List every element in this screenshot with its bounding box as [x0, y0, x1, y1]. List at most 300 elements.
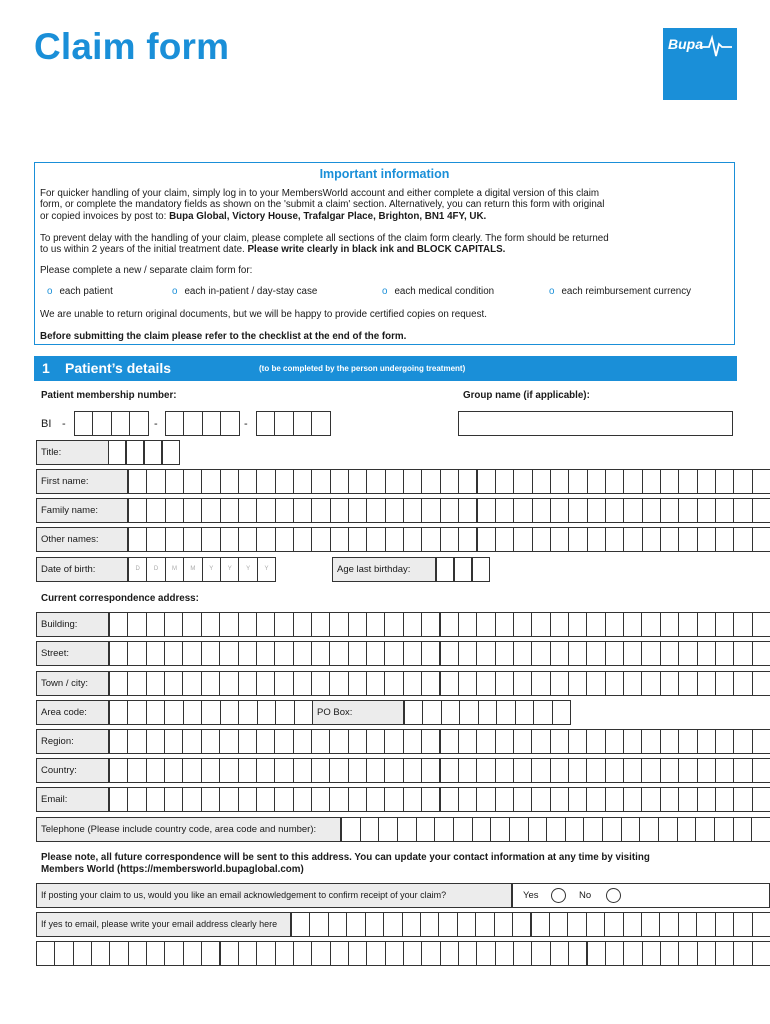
character-box[interactable]: [274, 641, 293, 666]
character-box[interactable]: [623, 469, 642, 494]
character-box[interactable]: [201, 612, 220, 637]
character-box[interactable]: [403, 469, 422, 494]
age-box[interactable]: [454, 557, 472, 582]
character-box[interactable]: [623, 527, 642, 552]
character-box[interactable]: [513, 729, 532, 754]
character-box[interactable]: [164, 729, 183, 754]
character-box[interactable]: [531, 641, 550, 666]
character-box[interactable]: [495, 527, 514, 552]
character-box[interactable]: [715, 469, 734, 494]
dob-digit-box[interactable]: M: [183, 557, 202, 582]
character-box[interactable]: [513, 758, 532, 783]
character-box[interactable]: [201, 498, 220, 523]
character-box[interactable]: [495, 941, 514, 966]
character-box[interactable]: [715, 527, 734, 552]
character-box[interactable]: [146, 527, 165, 552]
character-box[interactable]: [238, 729, 257, 754]
character-box[interactable]: [220, 469, 239, 494]
character-box[interactable]: [495, 729, 514, 754]
character-box[interactable]: [678, 941, 697, 966]
character-box[interactable]: [384, 641, 403, 666]
yes-radio[interactable]: [551, 888, 566, 903]
character-box[interactable]: [238, 700, 257, 725]
character-box[interactable]: [477, 498, 496, 523]
character-box[interactable]: [309, 912, 328, 937]
character-box[interactable]: [384, 758, 403, 783]
character-box[interactable]: [366, 498, 385, 523]
title-box[interactable]: [126, 440, 144, 465]
character-box[interactable]: [568, 671, 587, 696]
character-box[interactable]: [715, 671, 734, 696]
character-box[interactable]: [360, 817, 380, 842]
character-box[interactable]: [328, 912, 347, 937]
character-box[interactable]: [127, 787, 146, 812]
character-box[interactable]: [476, 729, 495, 754]
character-box[interactable]: [586, 641, 605, 666]
character-box[interactable]: [678, 729, 697, 754]
title-box[interactable]: [144, 440, 162, 465]
character-box[interactable]: [532, 527, 551, 552]
character-box[interactable]: [109, 758, 128, 783]
character-box[interactable]: [457, 912, 476, 937]
character-box[interactable]: [421, 527, 440, 552]
character-box[interactable]: [440, 612, 459, 637]
character-box[interactable]: [513, 469, 532, 494]
character-box[interactable]: [641, 729, 660, 754]
character-box[interactable]: [275, 700, 294, 725]
character-box[interactable]: [678, 612, 697, 637]
character-box[interactable]: [164, 700, 183, 725]
character-box[interactable]: [604, 912, 623, 937]
character-box[interactable]: [678, 527, 697, 552]
character-box[interactable]: [403, 787, 422, 812]
character-box[interactable]: [697, 498, 716, 523]
character-box[interactable]: [641, 671, 660, 696]
character-box[interactable]: [660, 671, 679, 696]
character-box[interactable]: [678, 758, 697, 783]
character-box[interactable]: [660, 729, 679, 754]
character-box[interactable]: [256, 758, 275, 783]
character-box[interactable]: [365, 912, 384, 937]
character-box[interactable]: [587, 469, 606, 494]
character-box[interactable]: [550, 787, 569, 812]
character-box[interactable]: [715, 912, 734, 937]
character-box[interactable]: [733, 758, 752, 783]
character-box[interactable]: [475, 912, 494, 937]
character-box[interactable]: [715, 641, 734, 666]
character-box[interactable]: [440, 641, 459, 666]
character-box[interactable]: [348, 787, 367, 812]
character-box[interactable]: [605, 729, 624, 754]
character-box[interactable]: [660, 612, 679, 637]
character-box[interactable]: [440, 527, 459, 552]
character-box[interactable]: [293, 469, 312, 494]
character-box[interactable]: [752, 941, 770, 966]
character-box[interactable]: [291, 912, 310, 937]
character-box[interactable]: [165, 469, 184, 494]
character-box[interactable]: [128, 469, 147, 494]
character-box[interactable]: [697, 527, 716, 552]
character-box[interactable]: [293, 787, 312, 812]
character-box[interactable]: [641, 612, 660, 637]
character-box[interactable]: [531, 729, 550, 754]
character-box[interactable]: [329, 671, 348, 696]
character-box[interactable]: [341, 817, 361, 842]
character-box[interactable]: [605, 641, 624, 666]
character-box[interactable]: [641, 758, 660, 783]
character-box[interactable]: [311, 671, 330, 696]
character-box[interactable]: [421, 641, 440, 666]
character-box[interactable]: [293, 498, 312, 523]
character-box[interactable]: [348, 671, 367, 696]
character-box[interactable]: [715, 612, 734, 637]
character-box[interactable]: [127, 729, 146, 754]
character-box[interactable]: [274, 671, 293, 696]
character-box[interactable]: [440, 787, 459, 812]
character-box[interactable]: [403, 729, 422, 754]
dob-digit-box[interactable]: Y: [257, 557, 276, 582]
membership-digit-box[interactable]: [92, 411, 111, 436]
character-box[interactable]: [330, 498, 349, 523]
character-box[interactable]: [531, 787, 550, 812]
character-box[interactable]: [440, 729, 459, 754]
character-box[interactable]: [697, 729, 716, 754]
character-box[interactable]: [293, 671, 312, 696]
character-box[interactable]: [605, 469, 624, 494]
no-radio[interactable]: [606, 888, 621, 903]
character-box[interactable]: [476, 641, 495, 666]
character-box[interactable]: [274, 787, 293, 812]
character-box[interactable]: [293, 527, 312, 552]
character-box[interactable]: [256, 612, 275, 637]
character-box[interactable]: [733, 729, 752, 754]
membership-digit-box[interactable]: [274, 411, 293, 436]
character-box[interactable]: [383, 912, 402, 937]
character-box[interactable]: [220, 498, 239, 523]
character-box[interactable]: [715, 758, 734, 783]
character-box[interactable]: [550, 729, 569, 754]
character-box[interactable]: [146, 671, 165, 696]
character-box[interactable]: [440, 469, 459, 494]
character-box[interactable]: [346, 912, 365, 937]
character-box[interactable]: [219, 671, 238, 696]
character-box[interactable]: [403, 641, 422, 666]
character-box[interactable]: [146, 758, 165, 783]
character-box[interactable]: [605, 671, 624, 696]
character-box[interactable]: [146, 498, 165, 523]
character-box[interactable]: [36, 941, 55, 966]
character-box[interactable]: [329, 729, 348, 754]
character-box[interactable]: [397, 817, 417, 842]
dob-digit-box[interactable]: M: [165, 557, 184, 582]
character-box[interactable]: [146, 787, 165, 812]
character-box[interactable]: [495, 612, 514, 637]
character-box[interactable]: [453, 817, 473, 842]
character-box[interactable]: [201, 700, 220, 725]
character-box[interactable]: [641, 912, 660, 937]
character-box[interactable]: [476, 671, 495, 696]
character-box[interactable]: [513, 641, 532, 666]
character-box[interactable]: [733, 671, 752, 696]
character-box[interactable]: [715, 498, 734, 523]
character-box[interactable]: [275, 941, 294, 966]
membership-digit-box[interactable]: [111, 411, 130, 436]
character-box[interactable]: [660, 527, 679, 552]
character-box[interactable]: [421, 612, 440, 637]
character-box[interactable]: [329, 612, 348, 637]
character-box[interactable]: [220, 527, 239, 552]
dob-digit-box[interactable]: Y: [220, 557, 239, 582]
character-box[interactable]: [403, 941, 422, 966]
character-box[interactable]: [366, 469, 385, 494]
character-box[interactable]: [201, 641, 220, 666]
character-box[interactable]: [695, 817, 715, 842]
character-box[interactable]: [256, 671, 275, 696]
character-box[interactable]: [678, 787, 697, 812]
character-box[interactable]: [697, 758, 716, 783]
character-box[interactable]: [366, 612, 385, 637]
character-box[interactable]: [164, 941, 183, 966]
character-box[interactable]: [586, 729, 605, 754]
character-box[interactable]: [348, 758, 367, 783]
character-box[interactable]: [238, 758, 257, 783]
character-box[interactable]: [109, 941, 128, 966]
character-box[interactable]: [293, 758, 312, 783]
character-box[interactable]: [219, 787, 238, 812]
group-name-field[interactable]: [458, 411, 733, 436]
character-box[interactable]: [73, 941, 92, 966]
character-box[interactable]: [513, 527, 532, 552]
character-box[interactable]: [550, 641, 569, 666]
character-box[interactable]: [403, 758, 422, 783]
character-box[interactable]: [733, 912, 752, 937]
character-box[interactable]: [751, 817, 770, 842]
character-box[interactable]: [348, 469, 367, 494]
character-box[interactable]: [238, 671, 257, 696]
character-box[interactable]: [164, 787, 183, 812]
character-box[interactable]: [385, 469, 404, 494]
character-box[interactable]: [256, 641, 275, 666]
character-box[interactable]: [385, 527, 404, 552]
character-box[interactable]: [532, 498, 551, 523]
character-box[interactable]: [220, 941, 239, 966]
character-box[interactable]: [714, 817, 734, 842]
character-box[interactable]: [733, 527, 752, 552]
character-box[interactable]: [127, 671, 146, 696]
character-box[interactable]: [146, 941, 165, 966]
character-box[interactable]: [660, 941, 679, 966]
character-box[interactable]: [586, 912, 605, 937]
character-box[interactable]: [752, 498, 770, 523]
character-box[interactable]: [602, 817, 622, 842]
character-box[interactable]: [201, 758, 220, 783]
character-box[interactable]: [402, 912, 421, 937]
character-box[interactable]: [659, 912, 678, 937]
character-box[interactable]: [275, 527, 294, 552]
character-box[interactable]: [509, 817, 529, 842]
title-box[interactable]: [108, 440, 126, 465]
character-box[interactable]: [385, 498, 404, 523]
character-box[interactable]: [294, 700, 313, 725]
character-box[interactable]: [421, 498, 440, 523]
character-box[interactable]: [109, 612, 128, 637]
character-box[interactable]: [605, 941, 624, 966]
character-box[interactable]: [550, 612, 569, 637]
character-box[interactable]: [421, 787, 440, 812]
character-box[interactable]: [238, 641, 257, 666]
character-box[interactable]: [660, 498, 679, 523]
character-box[interactable]: [238, 469, 257, 494]
membership-digit-box[interactable]: [74, 411, 93, 436]
character-box[interactable]: [183, 527, 202, 552]
character-box[interactable]: [385, 941, 404, 966]
character-box[interactable]: [458, 729, 477, 754]
character-box[interactable]: [583, 817, 603, 842]
character-box[interactable]: [531, 758, 550, 783]
character-box[interactable]: [495, 787, 514, 812]
character-box[interactable]: [605, 612, 624, 637]
character-box[interactable]: [165, 527, 184, 552]
character-box[interactable]: [568, 641, 587, 666]
character-box[interactable]: [330, 469, 349, 494]
character-box[interactable]: [587, 498, 606, 523]
character-box[interactable]: [752, 671, 770, 696]
character-box[interactable]: [238, 498, 257, 523]
character-box[interactable]: [384, 612, 403, 637]
character-box[interactable]: [513, 671, 532, 696]
membership-digit-box[interactable]: [165, 411, 184, 436]
character-box[interactable]: [623, 612, 642, 637]
character-box[interactable]: [621, 817, 641, 842]
character-box[interactable]: [201, 469, 220, 494]
character-box[interactable]: [496, 700, 515, 725]
character-box[interactable]: [293, 612, 312, 637]
character-box[interactable]: [513, 941, 532, 966]
character-box[interactable]: [494, 912, 513, 937]
character-box[interactable]: [605, 758, 624, 783]
character-box[interactable]: [329, 787, 348, 812]
character-box[interactable]: [623, 729, 642, 754]
character-box[interactable]: [238, 787, 257, 812]
character-box[interactable]: [274, 729, 293, 754]
character-box[interactable]: [421, 671, 440, 696]
character-box[interactable]: [513, 498, 532, 523]
character-box[interactable]: [458, 671, 477, 696]
character-box[interactable]: [201, 787, 220, 812]
character-box[interactable]: [477, 527, 496, 552]
character-box[interactable]: [549, 912, 568, 937]
character-box[interactable]: [715, 787, 734, 812]
character-box[interactable]: [182, 758, 201, 783]
character-box[interactable]: [476, 941, 495, 966]
character-box[interactable]: [528, 817, 548, 842]
character-box[interactable]: [127, 641, 146, 666]
character-box[interactable]: [495, 671, 514, 696]
title-box[interactable]: [162, 440, 180, 465]
character-box[interactable]: [458, 641, 477, 666]
character-box[interactable]: [421, 941, 440, 966]
character-box[interactable]: [586, 758, 605, 783]
character-box[interactable]: [678, 671, 697, 696]
character-box[interactable]: [146, 469, 165, 494]
character-box[interactable]: [256, 498, 275, 523]
character-box[interactable]: [91, 941, 110, 966]
character-box[interactable]: [201, 527, 220, 552]
character-box[interactable]: [220, 700, 239, 725]
membership-digit-box[interactable]: [129, 411, 148, 436]
character-box[interactable]: [623, 498, 642, 523]
character-box[interactable]: [440, 671, 459, 696]
character-box[interactable]: [421, 729, 440, 754]
membership-digit-box[interactable]: [256, 411, 275, 436]
character-box[interactable]: [256, 469, 275, 494]
character-box[interactable]: [641, 787, 660, 812]
character-box[interactable]: [532, 469, 551, 494]
character-box[interactable]: [715, 729, 734, 754]
character-box[interactable]: [458, 612, 477, 637]
character-box[interactable]: [733, 787, 752, 812]
character-box[interactable]: [366, 527, 385, 552]
character-box[interactable]: [165, 498, 184, 523]
character-box[interactable]: [478, 700, 497, 725]
character-box[interactable]: [697, 612, 716, 637]
character-box[interactable]: [416, 817, 436, 842]
dob-digit-box[interactable]: Y: [202, 557, 221, 582]
character-box[interactable]: [219, 612, 238, 637]
character-box[interactable]: [164, 671, 183, 696]
character-box[interactable]: [183, 469, 202, 494]
character-box[interactable]: [403, 671, 422, 696]
character-box[interactable]: [164, 641, 183, 666]
character-box[interactable]: [733, 469, 752, 494]
character-box[interactable]: [219, 758, 238, 783]
character-box[interactable]: [586, 612, 605, 637]
character-box[interactable]: [109, 729, 128, 754]
character-box[interactable]: [128, 498, 147, 523]
character-box[interactable]: [459, 700, 478, 725]
character-box[interactable]: [219, 641, 238, 666]
character-box[interactable]: [658, 817, 678, 842]
character-box[interactable]: [568, 941, 587, 966]
character-box[interactable]: [752, 758, 770, 783]
character-box[interactable]: [366, 641, 385, 666]
character-box[interactable]: [678, 912, 697, 937]
character-box[interactable]: [201, 729, 220, 754]
character-box[interactable]: [660, 469, 679, 494]
character-box[interactable]: [403, 498, 422, 523]
character-box[interactable]: [330, 527, 349, 552]
character-box[interactable]: [568, 612, 587, 637]
character-box[interactable]: [183, 941, 202, 966]
character-box[interactable]: [477, 469, 496, 494]
character-box[interactable]: [384, 671, 403, 696]
character-box[interactable]: [256, 729, 275, 754]
character-box[interactable]: [421, 469, 440, 494]
character-box[interactable]: [568, 527, 587, 552]
character-box[interactable]: [219, 729, 238, 754]
character-box[interactable]: [311, 498, 330, 523]
character-box[interactable]: [329, 758, 348, 783]
character-box[interactable]: [752, 912, 770, 937]
character-box[interactable]: [420, 912, 439, 937]
character-box[interactable]: [568, 469, 587, 494]
character-box[interactable]: [201, 671, 220, 696]
dob-digit-box[interactable]: Y: [238, 557, 257, 582]
character-box[interactable]: [366, 787, 385, 812]
character-box[interactable]: [201, 941, 220, 966]
character-box[interactable]: [568, 787, 587, 812]
membership-digit-box[interactable]: [293, 411, 312, 436]
